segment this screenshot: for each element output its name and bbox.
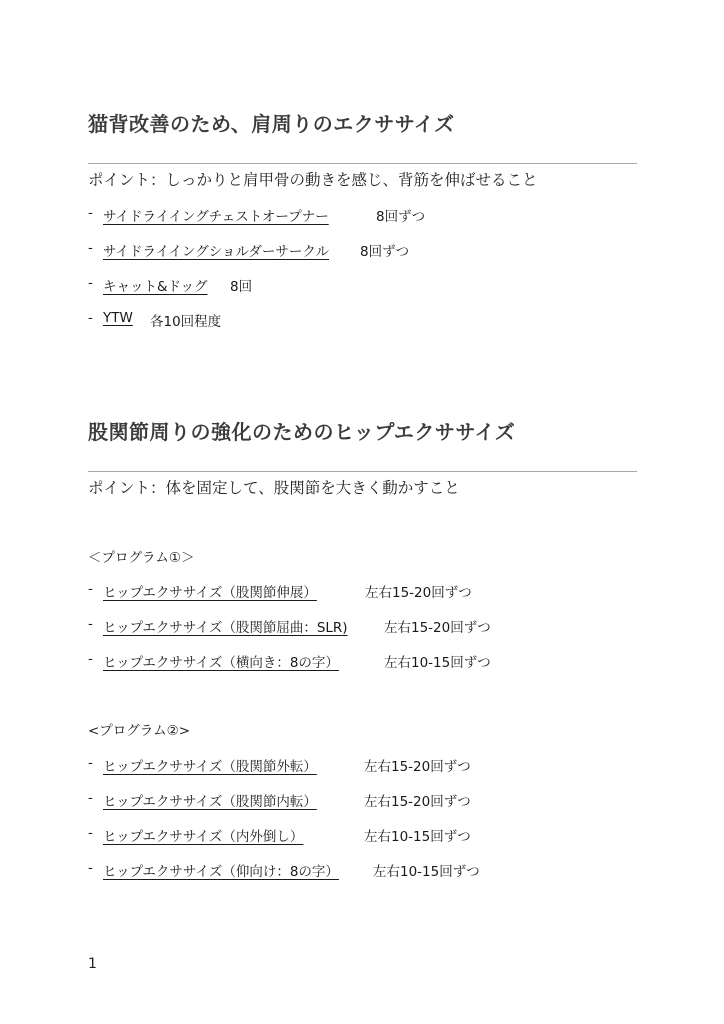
exercise-link[interactable]: ヒップエクササイズ（仰向け：8の字） [103, 864, 339, 880]
exercise-reps: 8回 [230, 279, 253, 295]
exercise-link[interactable]: ヒップエクササイズ（股関節内転） [103, 794, 317, 810]
list-bullet: - [88, 205, 93, 221]
exercise-reps: 左右15-20回ずつ [364, 794, 471, 810]
exercise-reps: 各10回程度 [150, 314, 222, 330]
exercise-reps: 左右10-15回ずつ [364, 829, 471, 845]
section-point-shoulder: ポイント：しっかりと肩甲骨の動きを感じ、背筋を伸ばせること [88, 171, 538, 189]
exercise-reps: 左右10-15回ずつ [384, 655, 491, 671]
exercise-link[interactable]: ヒップエクササイズ（股関節外転） [103, 759, 317, 775]
program-label: <プログラム②> [88, 723, 191, 739]
exercise-reps: 8回ずつ [360, 244, 410, 260]
exercise-reps: 左右15-20回ずつ [384, 620, 491, 636]
section-divider [88, 163, 637, 164]
exercise-link[interactable]: YTW [103, 310, 133, 326]
exercise-link[interactable]: ヒップエクササイズ（横向き：8の字） [103, 655, 339, 671]
page-number: 1 [88, 956, 97, 972]
list-bullet: - [88, 275, 93, 291]
list-bullet: - [88, 310, 93, 326]
exercise-reps: 左右10-15回ずつ [373, 864, 480, 880]
list-bullet: - [88, 790, 93, 806]
section-point-hip: ポイント：体を固定して、股関節を大きく動かすこと [88, 479, 460, 497]
exercise-link[interactable]: ヒップエクササイズ（内外倒し） [103, 829, 304, 845]
list-bullet: - [88, 581, 93, 597]
exercise-link[interactable]: サイドライイングチェストオープナー [103, 209, 329, 225]
section-title-hip: 股関節周りの強化のためのヒップエクササイズ [88, 420, 516, 444]
exercise-reps: 左右15-20回ずつ [364, 759, 471, 775]
list-bullet: - [88, 651, 93, 667]
section-divider [88, 471, 637, 472]
exercise-link[interactable]: ヒップエクササイズ（股関節伸展） [103, 585, 317, 601]
section-title-shoulder: 猫背改善のため、肩周りのエクササイズ [88, 112, 455, 136]
list-bullet: - [88, 616, 93, 632]
list-bullet: - [88, 825, 93, 841]
list-bullet: - [88, 755, 93, 771]
exercise-link[interactable]: サイドライイングショルダーサークル [103, 244, 329, 260]
list-bullet: - [88, 240, 93, 256]
exercise-link[interactable]: キャット&ドッグ [103, 279, 208, 295]
exercise-link[interactable]: ヒップエクササイズ（股関節屈曲：SLR) [103, 620, 348, 636]
program-label: ＜プログラム①＞ [88, 550, 195, 566]
list-bullet: - [88, 860, 93, 876]
exercise-reps: 8回ずつ [376, 209, 426, 225]
exercise-reps: 左右15-20回ずつ [365, 585, 472, 601]
